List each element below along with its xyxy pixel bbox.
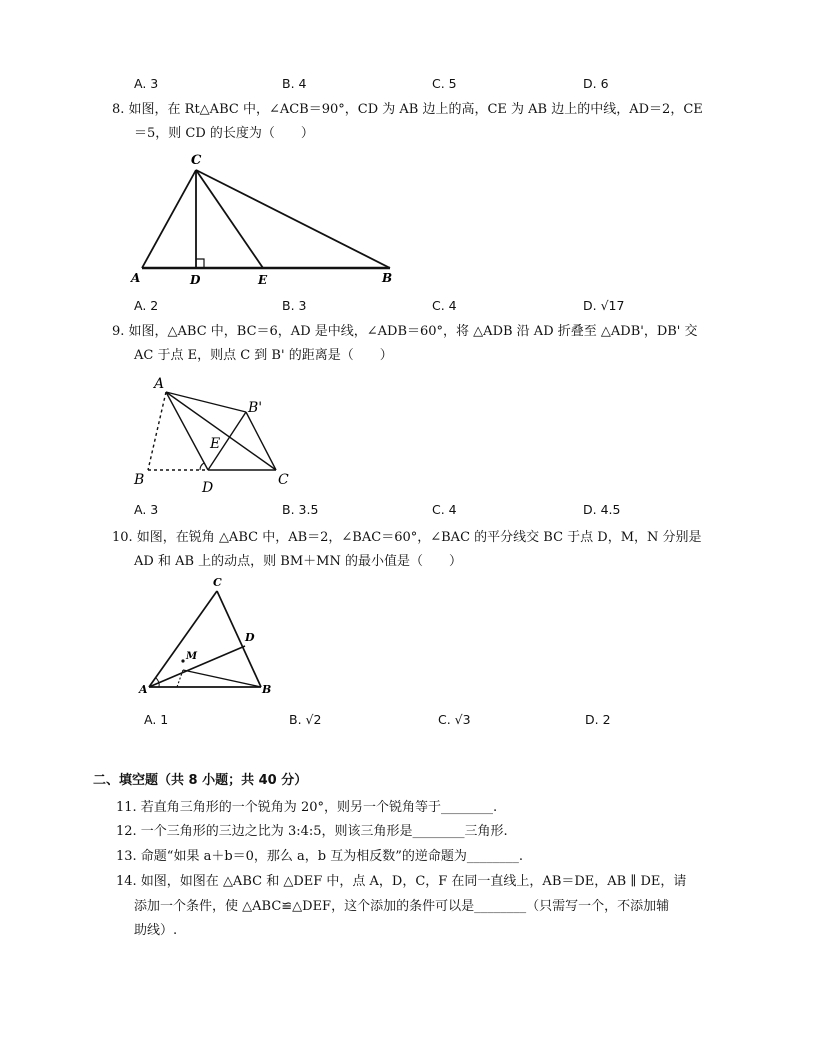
q9-segment-b-prime-c: [246, 412, 276, 470]
q12-text: 12. 一个三角形的三边之比为 3:4:5，则该三角形是________三角形.: [116, 824, 508, 839]
q10-option-a[interactable]: A. 1: [144, 712, 169, 727]
q8-stem-line2: ＝5，则 CD 的长度为（ ）: [134, 126, 314, 141]
q7-option-b[interactable]: B. 4: [282, 76, 307, 91]
q8-options: [0, 298, 816, 316]
q10-label-a: A: [139, 683, 148, 696]
q8-figure: [128, 148, 408, 288]
q7-options: [0, 76, 816, 94]
q8-stem-line1: 8. 如图，在 Rt△ABC 中，∠ACB＝90°，CD 为 AB 边上的高，CE 为 AB 边上的中线，AD＝2，CE: [112, 102, 703, 117]
q7-option-c[interactable]: C. 5: [432, 76, 457, 91]
q8-side-ca: [142, 170, 196, 268]
q8-option-b[interactable]: B. 3: [282, 298, 307, 313]
q8-label-d: D: [190, 273, 201, 287]
q9-side-ab-prime: [166, 392, 246, 412]
q10-label-m: M: [186, 651, 198, 662]
q9-options: [0, 502, 816, 520]
q13-text: 13. 命题“如果 a＋b＝0，那么 a，b 互为相反数”的逆命题为________.: [116, 849, 524, 864]
q8-label-e: E: [258, 273, 268, 287]
q10-stem-line1: 10. 如图，在锐角 △ABC 中，AB＝2，∠BAC＝60°，∠BAC 的平分线交 BC 于点 D，M，N 分别是: [112, 530, 702, 545]
q8-right-angle-mark: [196, 259, 204, 268]
q9-option-d[interactable]: D. 4.5: [583, 502, 621, 517]
q8-median-ce: [196, 170, 263, 268]
q8-option-a[interactable]: A. 2: [134, 298, 159, 313]
q8-label-b: B: [382, 271, 393, 285]
q9-option-c[interactable]: C. 4: [432, 502, 457, 517]
q9-option-a[interactable]: A. 3: [134, 502, 159, 517]
q9-angle-mark: [200, 463, 204, 470]
q8-label-a: A: [131, 271, 141, 285]
q8-option-c[interactable]: C. 4: [432, 298, 457, 313]
q10-segment-mb: [183, 670, 261, 687]
q14-stem-line2: 添加一个条件，使 △ABC≌△DEF，这个添加的条件可以是________（只需写一个，不添加辅: [134, 899, 670, 914]
q10-option-b[interactable]: B. √2: [289, 712, 322, 727]
q9-median-ad: [166, 392, 208, 470]
q11-text: 11. 若直角三角形的一个锐角为 20°，则另一个锐角等于________.: [116, 800, 498, 815]
q9-label-a: A: [154, 376, 165, 392]
q10-options: [0, 712, 816, 730]
q14-stem-line1: 14. 如图，如图在 △ABC 和 △DEF 中，点 A，D，C，F 在同一直线上，AB＝DE，AB ∥ DE，请: [116, 874, 687, 889]
q10-point-m: [181, 659, 184, 662]
q8-option-d[interactable]: D. √17: [583, 298, 625, 313]
q9-stem-line1: 9. 如图，△ABC 中，BC＝6，AD 是中线，∠ADB＝60°，将 △ADB 沿 AD 折叠至 △ADB'，DB' 交: [112, 324, 698, 339]
q10-stem-line2: AD 和 AB 上的动点，则 BM＋MN 的最小值是（ ）: [134, 554, 462, 569]
q9-option-b[interactable]: B. 3.5: [282, 502, 319, 517]
q14-stem-line3: 助线）.: [134, 923, 178, 938]
q10-option-d[interactable]: D. 2: [585, 712, 611, 727]
section-title-fill-blank: 二、填空题（共 8 小题；共 40 分）: [93, 773, 308, 788]
q7-option-a[interactable]: A. 3: [134, 76, 159, 91]
q10-label-b: B: [262, 683, 272, 696]
q10-option-c[interactable]: C. √3: [438, 712, 471, 727]
q9-label-b: B: [134, 472, 145, 488]
q9-label-e: E: [210, 436, 221, 452]
q9-label-c: C: [278, 472, 289, 488]
q9-figure: [128, 370, 308, 498]
q8-label-c: C: [191, 153, 202, 168]
q9-dashed-ab: [148, 392, 166, 470]
q10-figure: [135, 575, 285, 703]
q10-label-c: C: [213, 576, 222, 589]
q10-label-d: D: [245, 631, 255, 644]
q8-side-cb: [196, 170, 390, 268]
q9-stem-line2: AC 于点 E，则点 C 到 B' 的距离是（ ）: [134, 348, 393, 363]
q9-label-b-prime: B': [248, 400, 263, 416]
q9-label-d: D: [202, 480, 214, 496]
q7-option-d[interactable]: D. 6: [583, 76, 609, 91]
